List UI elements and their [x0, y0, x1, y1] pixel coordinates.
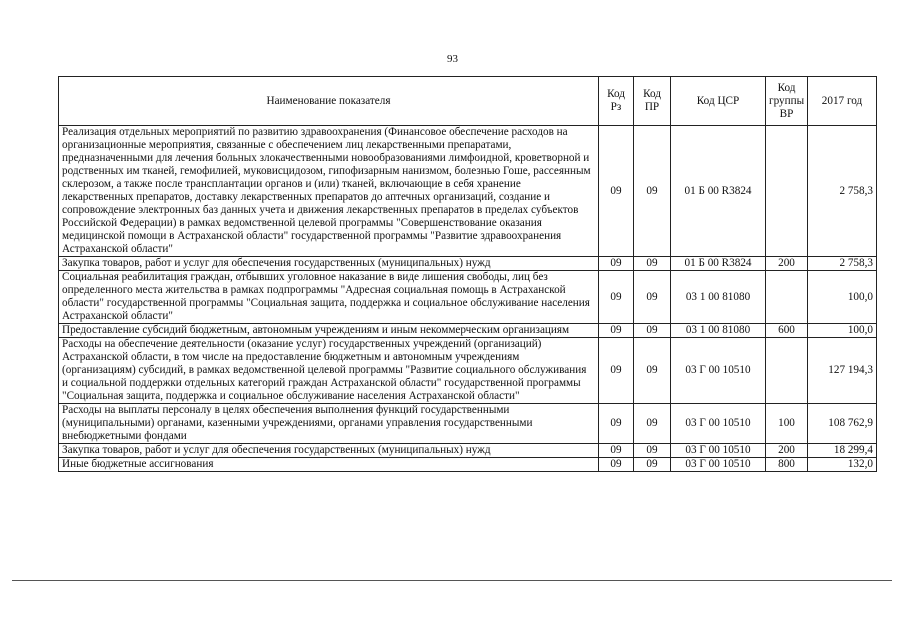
table-body [59, 126, 877, 472]
row-amount-cell: 132,0 [808, 458, 877, 472]
page-bottom-rule [12, 580, 892, 581]
row-pr-cell: 09 [634, 444, 671, 458]
row-csr-cell: 03 Г 00 10510 [671, 444, 766, 458]
row-name-cell: Расходы на обеспечение деятельности (оказание услуг) государственных учреждений (организаций) Астраханской области, в том числе на предоставление бюджетным и автономным учреждениям (организациям) субсидий, в рамках ведомственной целевой программы "Развитие социального обслуживания и социальной поддержки отдельных категорий граждан Астраханской области" государственной программы "Социальная защита, поддержка и социальное обслуживание населения Астраханской области" [59, 338, 599, 404]
row-vr-cell [766, 126, 808, 257]
row-csr-cell: 03 Г 00 10510 [671, 404, 766, 444]
page-number: 93 [447, 53, 458, 65]
row-csr-cell: 01 Б 00 R3824 [671, 257, 766, 271]
row-pr-cell: 09 [634, 404, 671, 444]
header-vr: Код группы ВР [766, 77, 808, 126]
row-vr-cell [766, 338, 808, 404]
row-amount-cell: 100,0 [808, 324, 877, 338]
row-amount-cell: 2 758,3 [808, 126, 877, 257]
row-csr-cell: 03 1 00 81080 [671, 324, 766, 338]
table-row [59, 126, 877, 257]
row-amount-cell: 18 299,4 [808, 444, 877, 458]
row-rz-cell: 09 [599, 126, 634, 257]
row-name-cell: Предоставление субсидий бюджетным, автономным учреждениям и иным некоммерческим организациям [59, 324, 599, 338]
row-vr-cell: 100 [766, 404, 808, 444]
table-row [59, 338, 877, 404]
row-csr-cell: 03 1 00 81080 [671, 271, 766, 324]
row-pr-cell: 09 [634, 458, 671, 472]
header-rz: Код Рз [599, 77, 634, 126]
row-csr-cell: 03 Г 00 10510 [671, 458, 766, 472]
row-vr-cell: 200 [766, 444, 808, 458]
row-rz-cell: 09 [599, 324, 634, 338]
row-amount-cell: 2 758,3 [808, 257, 877, 271]
row-rz-cell: 09 [599, 444, 634, 458]
row-csr-cell: 03 Г 00 10510 [671, 338, 766, 404]
row-name-cell: Закупка товаров, работ и услуг для обеспечения государственных (муниципальных) нужд [59, 257, 599, 271]
header-name: Наименование показателя [59, 77, 599, 126]
row-rz-cell: 09 [599, 458, 634, 472]
row-vr-cell: 200 [766, 257, 808, 271]
table-row [59, 257, 877, 271]
row-vr-cell: 800 [766, 458, 808, 472]
row-pr-cell: 09 [634, 271, 671, 324]
table-row [59, 271, 877, 324]
row-name-cell: Социальная реабилитация граждан, отбывших уголовное наказание в виде лишения свободы, лиц без определенного места жительства в рамках подпрограммы "Адресная социальная помощь в Астраханской области" государственной программы "Социальная защита, поддержка и социальное обслуживание населения Астраханской области" [59, 271, 599, 324]
row-pr-cell: 09 [634, 257, 671, 271]
table-row [59, 458, 877, 472]
row-rz-cell: 09 [599, 271, 634, 324]
row-amount-cell: 108 762,9 [808, 404, 877, 444]
row-pr-cell: 09 [634, 338, 671, 404]
table-row [59, 404, 877, 444]
row-name-cell: Реализация отдельных мероприятий по развитию здравоохранения (Финансовое обеспечение расходов на организационные мероприятия, связанные с обеспечением лиц лекарственными препаратами, предназначенными для лечения больных злокачественными новообразованиями лимфоидной, кроветворной и родственных им тканей, гемофилией, муковисцидозом, гипофизарным нанизмом, болезнью Гоше, рассеянным склерозом, а также после трансплантации органов и (или) тканей, включающие в себя хранение лекарственных препаратов, доставку лекарственных препаратов до аптечных организаций, создание и сопровождение электронных баз данных учета и движения лекарственных препаратов в пределах субъектов Российской Федерации) в рамках ведомственной целевой программы "Совершенствование оказания медицинской помощи в Астраханской области" государственной программы "Развитие здравоохранения Астраханской области" [59, 126, 599, 257]
row-pr-cell: 09 [634, 324, 671, 338]
row-name-cell: Закупка товаров, работ и услуг для обеспечения государственных (муниципальных) нужд [59, 444, 599, 458]
row-rz-cell: 09 [599, 404, 634, 444]
row-csr-cell: 01 Б 00 R3824 [671, 126, 766, 257]
row-amount-cell: 127 194,3 [808, 338, 877, 404]
header-csr: Код ЦСР [671, 77, 766, 126]
table-row [59, 324, 877, 338]
row-rz-cell: 09 [599, 338, 634, 404]
row-amount-cell: 100,0 [808, 271, 877, 324]
row-vr-cell: 600 [766, 324, 808, 338]
header-pr: Код ПР [634, 77, 671, 126]
row-pr-cell: 09 [634, 126, 671, 257]
row-name-cell: Расходы на выплаты персоналу в целях обеспечения выполнения функций государственными (муниципальными) органами, казенными учреждениями, органами управления государственными внебюджетными фондами [59, 404, 599, 444]
row-vr-cell [766, 271, 808, 324]
budget-table [58, 76, 877, 472]
row-rz-cell: 09 [599, 257, 634, 271]
header-row [59, 77, 877, 126]
table-row [59, 444, 877, 458]
row-name-cell: Иные бюджетные ассигнования [59, 458, 599, 472]
header-year: 2017 год [808, 77, 877, 126]
